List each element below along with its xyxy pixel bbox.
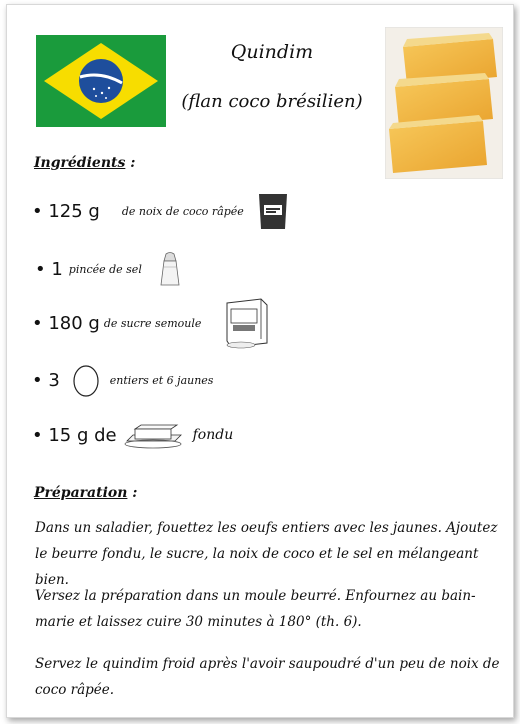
ingredient-qty: • 3 <box>32 369 60 391</box>
preparation-step-3: Servez le quindim froid après l'avoir saupoudré d'un peu de noix de coco râpée. <box>35 656 500 698</box>
preparation-colon: : <box>127 485 138 501</box>
ingredient-qty: • 180 g <box>32 312 100 334</box>
ingredient-qty: • 1 <box>35 258 63 280</box>
ingredient-text: pincée de sel <box>68 262 142 276</box>
ingredient-qty: • 15 g de <box>32 424 117 446</box>
salt-shaker-icon <box>158 251 182 287</box>
ingredients-heading <box>34 155 135 171</box>
sugar-box-icon <box>221 295 273 351</box>
brazil-flag-image <box>36 35 166 127</box>
ingredient-coconut <box>32 191 290 231</box>
ingredient-sugar <box>32 295 273 351</box>
preparation-heading <box>34 485 137 501</box>
ingredient-salt <box>35 251 182 287</box>
butter-icon <box>123 419 185 451</box>
ingredients-heading-text: Ingrédients <box>34 155 126 171</box>
ingredient-text: de noix de coco râpée <box>121 204 244 218</box>
coconut-bag-icon <box>256 191 290 231</box>
preparation-step-2: Versez la préparation dans un moule beurré. Enfournez au bain-marie et laissez cuire 30 minutes à 180° (th. 6). <box>35 588 476 630</box>
recipe-title: Quindim <box>230 41 314 63</box>
ingredient-text: entiers et 6 jaunes <box>109 373 214 387</box>
recipe-subtitle: (flan coco brésilien) <box>181 91 363 112</box>
preparation-heading-text: Préparation <box>34 485 128 501</box>
egg-icon <box>72 363 100 397</box>
recipe-page <box>6 4 514 718</box>
ingredient-text: fondu <box>192 427 234 443</box>
ingredient-butter <box>32 419 233 451</box>
preparation-step-1: Dans un saladier, fouettez les oeufs entiers avec les jaunes. Ajoutez le beurre fondu, le sucre, la noix de coco et le sel en mélangeant bien. <box>35 520 498 588</box>
ingredient-text: de sucre semoule <box>103 316 202 330</box>
ingredient-eggs <box>32 363 213 397</box>
quindim-photo <box>385 27 503 179</box>
ingredient-qty: • 125 g <box>32 200 100 222</box>
ingredients-colon: : <box>125 155 136 171</box>
